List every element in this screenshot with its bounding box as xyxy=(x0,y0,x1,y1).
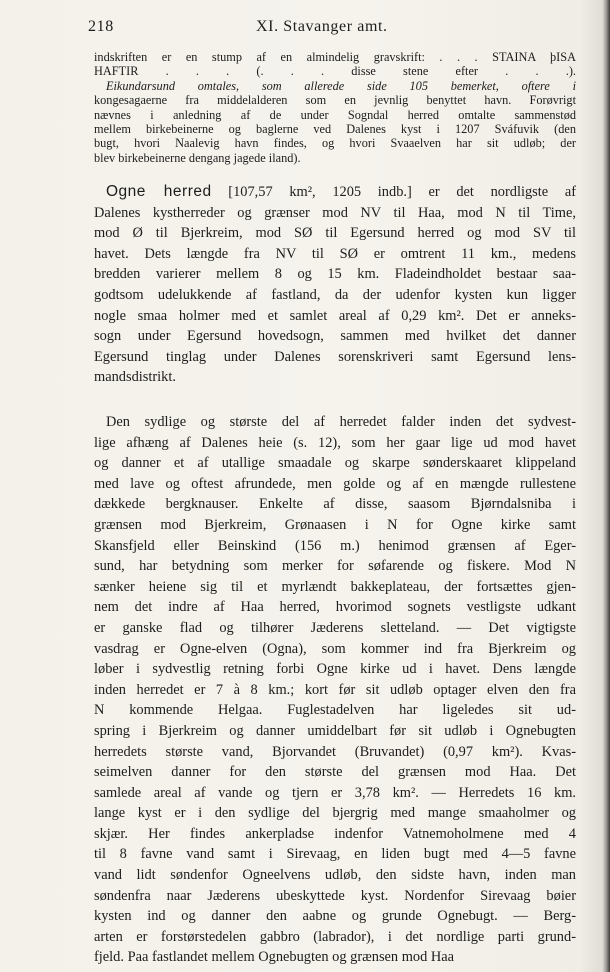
paragraph-line: med lave og oftest afrundede, men golde og af en mængde rullestene xyxy=(94,475,576,492)
paragraph-line: og danner et af utallige smaadale og skarpe sønderskaaret klippeland xyxy=(94,455,576,472)
paragraph-ogne-intro xyxy=(94,182,576,388)
small-line: HAFTIR . . . (. . . disse stene efter . . .). xyxy=(94,64,576,79)
paragraph-line: Egersund tinglag under Dalenes sorenskriveri samt Egersund lens- xyxy=(94,348,576,365)
paragraph-line: samlede areal af vande og tjern er 3,78 km². — Herredets 16 km. xyxy=(94,784,576,801)
small-line: bugt, hvori Naalevig havn findes, og hvori Svaaelven har sit udløb; der xyxy=(94,136,576,151)
paragraph-line: vand lidt søndenfor Ogneelvens udløb, den sidste havn, inden man xyxy=(94,867,576,884)
paragraph-line: havet. Dets længde fra NV til SØ er omtrent 11 km., medens xyxy=(94,245,576,262)
paragraph-line: søndenfra naar Jæderens ubeskyttede kyst. Nordenfor Sirevaag bøier xyxy=(94,887,576,904)
paragraph-line: bredden varierer mellem 8 og 15 km. Fladeindholdet bestaar saa- xyxy=(94,266,576,283)
paragraph-line: herredets største vand, Bjorvandet (Bruvandet) (0,97 km²). Kvas- xyxy=(94,743,576,760)
paragraph-line: vasdrag er Ogne-elven (Ogna), som kommer ind fra Bjerkreim og xyxy=(94,640,576,657)
paragraph-line: nem det indre af Haa herred, hvorimod sognets vestligste udkant xyxy=(94,599,576,616)
paragraph-line: godtsom udelukkende af fastland, da der udenfor kysten kun ligger xyxy=(94,286,576,303)
paragraph-line: løber i sydvestlig retning forbi Ogne kirke ud i havet. Dens længde xyxy=(94,661,576,678)
small-line: indskriften er en stump af en almindelig gravskrift: . . . STAINA þISA xyxy=(94,50,576,64)
paragraph-line: lange kyst er i den sydlige del bjergrig med mange smaaholmer og xyxy=(94,805,576,822)
paragraph-line: inden herredet er 7 à 8 km.; kort før sit udløb optager elven den fra xyxy=(94,681,576,698)
paragraph-line: Skansfjeld eller Beinskind (156 m.) henimod grænsen af Eger- xyxy=(94,537,576,554)
running-head: XI. Stavanger amt. xyxy=(256,18,388,35)
paragraph-line: seimelven danner for den største del grænsen mod Haa. Det xyxy=(94,764,576,781)
paragraph-line: skjær. Her findes ankerpladse indenfor Vatnemoholmene med 4 xyxy=(94,825,576,842)
paragraph-line: til 8 favne vand samt i Sirevaag, en liden bugt med 4—5 favne xyxy=(94,846,576,863)
small-line: Eikundarsund omtales, som allerede side 105 bemerket, oftere i xyxy=(106,78,576,93)
paragraph-line: mod Ø til Bjerkreim, mod SØ til Egersund herred og mod SV til xyxy=(94,225,576,242)
small-line: blev birkebeinerne dengang jagede iland). xyxy=(94,150,301,165)
paragraph-line: N kommende Helgaa. Fuglestadelven har ligeledes sit ud- xyxy=(94,702,576,719)
page-header xyxy=(88,16,574,40)
section-heading: Ogne herred xyxy=(106,183,212,200)
paragraph-line: dækkede bergknauser. Enkelte af disse, saasom Bjørndalsniba i xyxy=(94,496,576,513)
paragraph-line: grænsen mod Bjerkreim, Grønaasen i N for Ogne kirke samt xyxy=(94,516,576,533)
page-edge-shadow xyxy=(602,0,610,972)
paragraph-line: lige afhæng af Dalenes heie (s. 12), som her gaar lige ud mod havet xyxy=(94,434,576,451)
small-line: nævnes i anledning af de under Sogndal herred omtalte sammenstød xyxy=(94,107,576,122)
small-line: kongesagaerne fra middelalderen som en jevnlig benyttet havn. Forøvrigt xyxy=(94,93,576,108)
paragraph-line: Dalenes kystherreder og grænser mod NV til Haa, mod N til Time, xyxy=(94,204,576,221)
small-line: mellem birkebeinerne og baglerne ved Dalenes kyst i 1207 Sváfuvik (den xyxy=(94,122,576,137)
paragraph-line: fjeld. Paa fastlandet mellem Ognebugten og grænsen mod Haa xyxy=(94,949,455,966)
paragraph-line: arten er forstørstedelen gabbro (labrador), i det nordlige parti grund- xyxy=(94,928,576,945)
paragraph-line: Den sydlige og største del af herredet falder inden det sydvest- xyxy=(106,414,576,430)
paragraph-line: mandsdistrikt. xyxy=(94,369,176,386)
page-number: 218 xyxy=(88,18,114,35)
paragraph-line: sænker heiene sig til et myrlændt bakkeplateau, der fortsættes gjen- xyxy=(94,578,576,595)
paragraph-line: kysten ind og danner den aabne og grunde Ognebugt. — Berg- xyxy=(94,908,576,925)
paragraph-line: sogn under Egersund hovedsogn, sammen med hvilket det danner xyxy=(94,328,576,345)
small-print-passage xyxy=(94,50,576,165)
paragraph-line: Ogne herred [107,57 km², 1205 indb.] er det nordligste af xyxy=(106,183,576,200)
paragraph-line: nogle smaa holmer med et samlet areal af 0,29 km². Det er anneks- xyxy=(94,307,576,324)
paragraph-line: er ganske flad og tilhører Jæderens sletteland. — Det vigtigste xyxy=(94,619,576,636)
paragraph-line: sund, har betydning som merker for søfarende og fiskere. Mod N xyxy=(94,558,576,575)
paragraph-ogne-description xyxy=(94,412,576,968)
paragraph-line: spring i Bjerkreim og danner umiddelbart før sit udløb i Ognebugten xyxy=(94,722,576,739)
